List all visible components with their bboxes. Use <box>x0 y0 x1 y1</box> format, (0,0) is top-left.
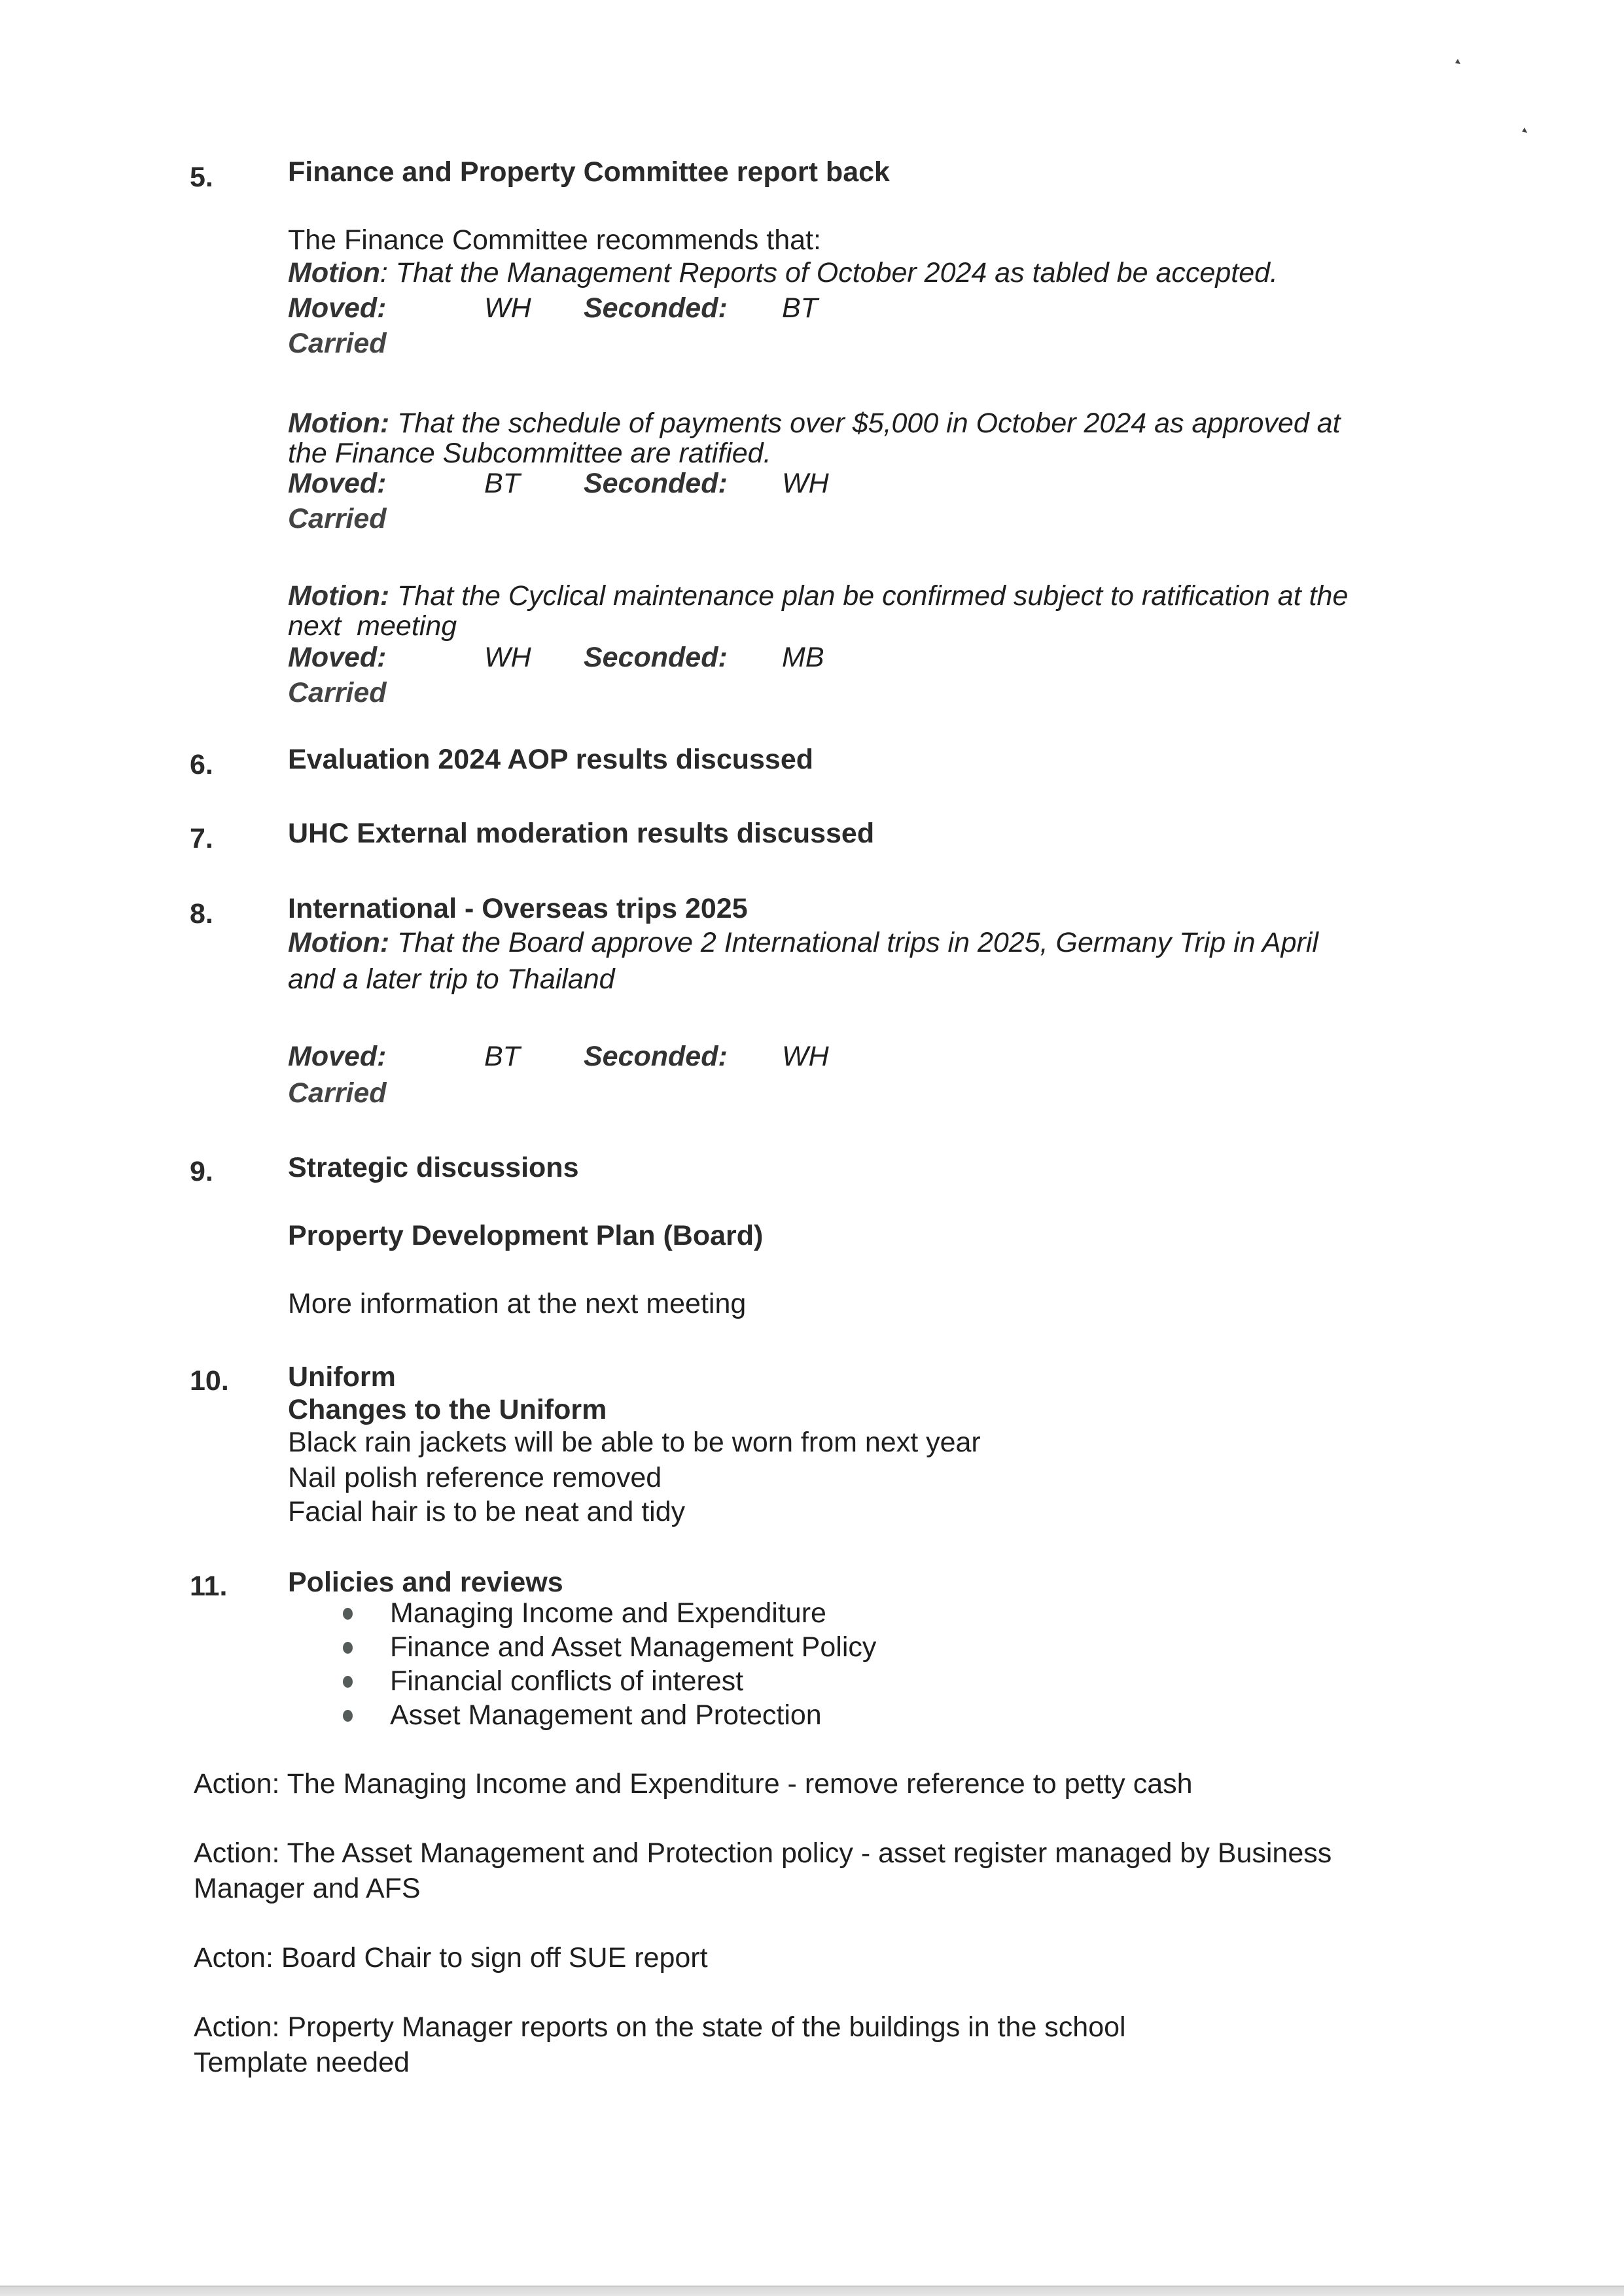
item-intro: The Finance Committee recommends that: <box>288 224 821 256</box>
motion-text: Motion: That the Cyclical maintenance plan be confirmed subject to ratification at the <box>288 580 1349 612</box>
motion-text-cont: next meeting <box>288 610 457 642</box>
item-number: 10. <box>190 1365 229 1397</box>
motion-result: Carried <box>288 328 387 359</box>
item-title: International - Overseas trips 2025 <box>288 893 748 924</box>
list-item: Asset Management and Protection <box>340 1698 876 1732</box>
item-number: 11. <box>190 1571 228 1602</box>
moved-seconded: Moved: WH Seconded: MB <box>288 642 824 673</box>
motion-result: Carried <box>288 1077 387 1109</box>
list-item: Financial conflicts of interest <box>340 1664 876 1698</box>
motion-text-cont: and a later trip to Thailand <box>288 964 615 995</box>
action-item: Action: Property Manager reports on the state of the buildings in the school <box>194 2011 1126 2043</box>
bullet-icon <box>343 1608 353 1620</box>
item-number: 8. <box>190 898 213 930</box>
item-line: Black rain jackets will be able to be worn from next year <box>288 1427 981 1458</box>
item-subheading: Changes to the Uniform <box>288 1394 607 1425</box>
action-item: Acton: Board Chair to sign off SUE report <box>194 1942 708 1974</box>
bullet-icon <box>343 1642 353 1654</box>
item-title: Evaluation 2024 AOP results discussed <box>288 744 814 775</box>
item-title: Finance and Property Committee report back <box>288 156 890 188</box>
motion-result: Carried <box>288 503 387 534</box>
item-line: Facial hair is to be neat and tidy <box>288 1496 686 1527</box>
scan-speck <box>1522 128 1527 133</box>
item-number: 5. <box>190 162 213 193</box>
item-title: Policies and reviews <box>288 1567 563 1598</box>
motion-text: Motion: That the schedule of payments over $5,000 in October 2024 as approved at <box>288 408 1341 439</box>
list-item: Managing Income and Expenditure <box>340 1596 876 1630</box>
scan-speck <box>1455 59 1460 64</box>
action-item-cont: Template needed <box>194 2047 410 2078</box>
item-subheading: Property Development Plan (Board) <box>288 1220 764 1251</box>
item-title: UHC External moderation results discussed <box>288 818 875 849</box>
list-item: Finance and Asset Management Policy <box>340 1630 876 1664</box>
item-number: 7. <box>190 823 213 854</box>
bullet-icon <box>343 1710 353 1722</box>
moved-seconded: Moved: BT Seconded: WH <box>288 468 829 499</box>
motion-text: Motion: That the Board approve 2 International trips in 2025, Germany Trip in April <box>288 927 1318 958</box>
motion-text-cont: the Finance Subcommittee are ratified. <box>288 438 771 469</box>
scan-bottom-edge <box>0 2286 1624 2296</box>
policy-list <box>340 1596 876 1732</box>
action-item: Action: The Managing Income and Expenditure - remove reference to petty cash <box>194 1768 1193 1800</box>
item-number: 6. <box>190 749 213 780</box>
motion-result: Carried <box>288 677 387 708</box>
item-title: Uniform <box>288 1361 396 1393</box>
motion-text: Motion: That the Management Reports of October 2024 as tabled be accepted. <box>288 257 1278 288</box>
bullet-icon <box>343 1676 353 1688</box>
item-number: 9. <box>190 1156 213 1187</box>
action-item: Action: The Asset Management and Protection policy - asset register managed by Business <box>194 1837 1332 1869</box>
item-body: More information at the next meeting <box>288 1288 747 1319</box>
item-line: Nail polish reference removed <box>288 1462 662 1493</box>
moved-seconded: Moved: BT Seconded: WH <box>288 1041 829 1072</box>
moved-seconded: Moved: WH Seconded: BT <box>288 292 818 324</box>
item-title: Strategic discussions <box>288 1152 579 1183</box>
action-item-cont: Manager and AFS <box>194 1873 421 1904</box>
